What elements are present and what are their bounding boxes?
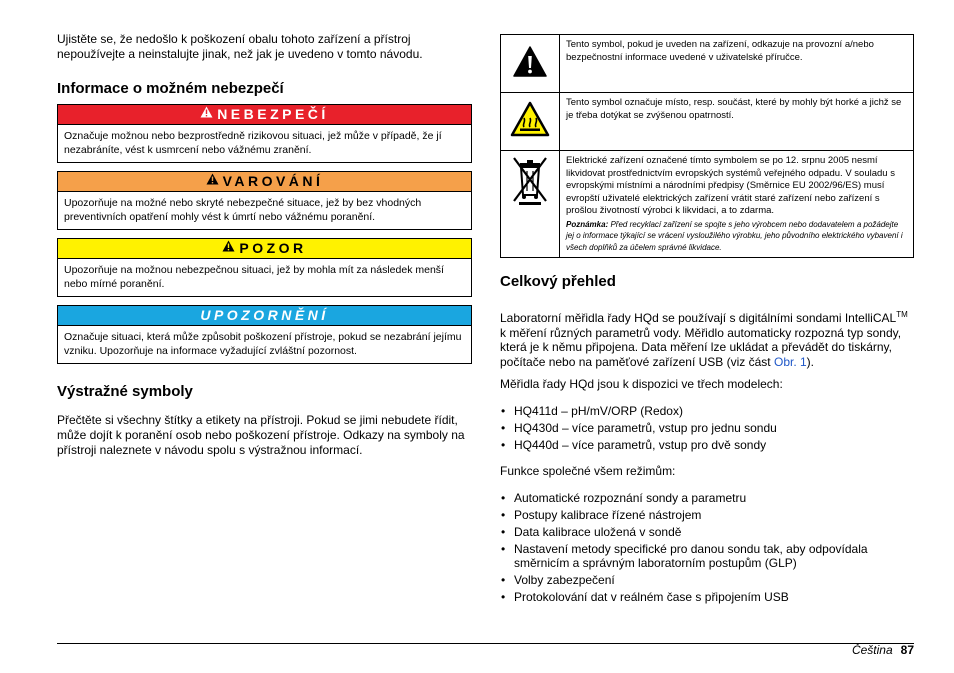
models-list bbox=[500, 404, 914, 453]
warning-text: Upozorňuje na možné nebo skryté nebezpečné situace, jež by bez vhodných preventivních opatření mohly vést k úmrtí nebo vážnému poranění. bbox=[64, 197, 422, 223]
right-column bbox=[500, 34, 914, 607]
warning-header bbox=[58, 172, 471, 192]
notice-box bbox=[57, 305, 472, 364]
warning-label: VAROVÁNÍ bbox=[222, 173, 324, 189]
caution-box bbox=[57, 238, 472, 297]
symbol-description: Tento symbol označuje místo, resp. součást, které by mohly být horké a jichž se je třeba dotýkat se zvýšenou opatrností. bbox=[560, 93, 914, 151]
symbol-description bbox=[560, 151, 914, 258]
trademark-mark: TM bbox=[896, 310, 908, 319]
table-row bbox=[501, 35, 914, 93]
symbol-cell bbox=[501, 151, 560, 258]
hot-surface-icon bbox=[510, 125, 550, 142]
warning-triangle-icon bbox=[200, 104, 213, 123]
list-item: • Protokolování dat v reálném čase s připojením USB bbox=[500, 590, 914, 605]
list-item: • Automatické rozpoznání sondy a parametru bbox=[500, 491, 914, 506]
intro-paragraph: Ujistěte se, že nedošlo k poškození obalu tohoto zařízení a přístroj nepoužívejte a neinstalujte jinak, než jak je uvedeno v tomto návodu. bbox=[57, 32, 423, 61]
weee-note bbox=[566, 219, 907, 254]
note-text: Před recyklací zařízení se spojte s jeho výrobcem nebo dodavatelem a požádejte jej o informace týkající se vrácení vysloužilého výrobku, jeho původního elektrického vybavení i všech doplňků za účelem správné likvidace. bbox=[566, 219, 903, 252]
crossed-bin-icon bbox=[510, 194, 550, 211]
overview-paragraph bbox=[500, 308, 914, 369]
list-item: • Data kalibrace uložená v sondě bbox=[500, 525, 914, 540]
danger-label: NEBEZPEČÍ bbox=[217, 106, 329, 122]
features-list bbox=[500, 491, 914, 605]
note-label: Poznámka: bbox=[566, 219, 609, 229]
left-column bbox=[57, 32, 472, 458]
list-item: • Nastavení metody specifické pro danou sondu tak, aby odpovídala směrnicím a správným laboratorním postupům (GLP) bbox=[500, 542, 914, 571]
figure-link[interactable]: Obr. 1 bbox=[773, 354, 807, 369]
notice-text: Označuje situaci, která může způsobit poškození přístroje, pokud se nezabrání jejímu vzniku. Upozorňuje na informace vyžadující zvláštní pozornost. bbox=[64, 331, 462, 357]
warning-triangle-icon bbox=[222, 238, 235, 257]
symbol-table bbox=[500, 34, 914, 258]
table-row bbox=[501, 93, 914, 151]
models-intro: Měřidla řady HQd jsou k dispozici ve třech modelech: bbox=[500, 377, 783, 391]
overview-text-c: ). bbox=[806, 354, 815, 369]
caution-label: POZOR bbox=[239, 240, 307, 256]
caution-text: Upozorňuje na možnou nebezpečnou situaci, jež by mohla mít za následek menší nebo mírné poranění. bbox=[64, 264, 444, 290]
weee-text: Elektrické zařízení označené tímto symbolem se po 12. srpnu 2005 nesmí likvidovat prostřednictvím evropských systémů veřejného odpadu. V souladu s evropskými místními a národními předpisy (Směrnice EU 2002/96/ES) musí evropští uživatelé elektrických zařízení vrátit staré zařízení nebo zařízení s prošlou životností výrobci k likvidaci, a to zdarma. bbox=[566, 155, 895, 216]
symbols-section-title: Výstražné symboly bbox=[57, 383, 193, 400]
notice-label: UPOZORNĚNÍ bbox=[200, 307, 329, 323]
danger-header bbox=[58, 105, 471, 125]
overview-text-a: Laboratorní měřidla řady HQd se používají s digitálními sondami IntelliCAL bbox=[500, 311, 897, 325]
page-number: 87 bbox=[900, 643, 914, 657]
features-intro: Funkce společné všem režimům: bbox=[500, 464, 676, 478]
list-item: • HQ440d – více parametrů, vstup pro dvě sondy bbox=[500, 438, 914, 453]
list-item: • HQ430d – více parametrů, vstup pro jednu sondu bbox=[500, 421, 914, 436]
table-row bbox=[501, 151, 914, 258]
symbols-paragraph: Přečtěte si všechny štítky a etikety na přístroji. Pokud se jimi nebudete řídit, může dojít k poranění osob nebo poškození přístroje. Odkazy na symboly na přístroji naleznete v návodu spolu s výstražnou informací. bbox=[57, 413, 465, 457]
footer-divider bbox=[57, 643, 914, 644]
list-item: • Postupy kalibrace řízené nástrojem bbox=[500, 508, 914, 523]
symbol-cell bbox=[501, 93, 560, 151]
warning-box bbox=[57, 171, 472, 230]
danger-box bbox=[57, 104, 472, 163]
danger-text: Označuje možnou nebo bezprostředně rizikovou situaci, jež může v případě, že jí nezabráníte, vést k usmrcení nebo vážnému zranění. bbox=[64, 130, 442, 156]
warning-triangle-icon bbox=[206, 171, 219, 190]
notice-header bbox=[58, 306, 471, 326]
overview-text-b: k měření různých parametrů vody. Měřidlo automaticky rozpozná typ sondy, která je k němu připojena. Data měření lze ukládat a převádět do tiskárny, počítače nebo na paměťové zařízení USB (viz část bbox=[500, 325, 902, 369]
caution-header bbox=[58, 239, 471, 259]
page-footer bbox=[852, 643, 914, 657]
symbol-description: Tento symbol, pokud je uveden na zařízení, odkazuje na provozní a/nebo bezpečnostní informace uvedené v uživatelské příručce. bbox=[560, 35, 914, 93]
list-item: • HQ411d – pH/mV/ORP (Redox) bbox=[500, 404, 914, 419]
symbol-cell bbox=[501, 35, 560, 93]
footer-language: Čeština bbox=[851, 643, 893, 657]
overview-section-title: Celkový přehled bbox=[500, 273, 616, 290]
general-warning-icon bbox=[513, 65, 547, 82]
list-item: • Volby zabezpečení bbox=[500, 573, 914, 588]
hazard-section-title: Informace o možném nebezpečí bbox=[57, 80, 284, 97]
